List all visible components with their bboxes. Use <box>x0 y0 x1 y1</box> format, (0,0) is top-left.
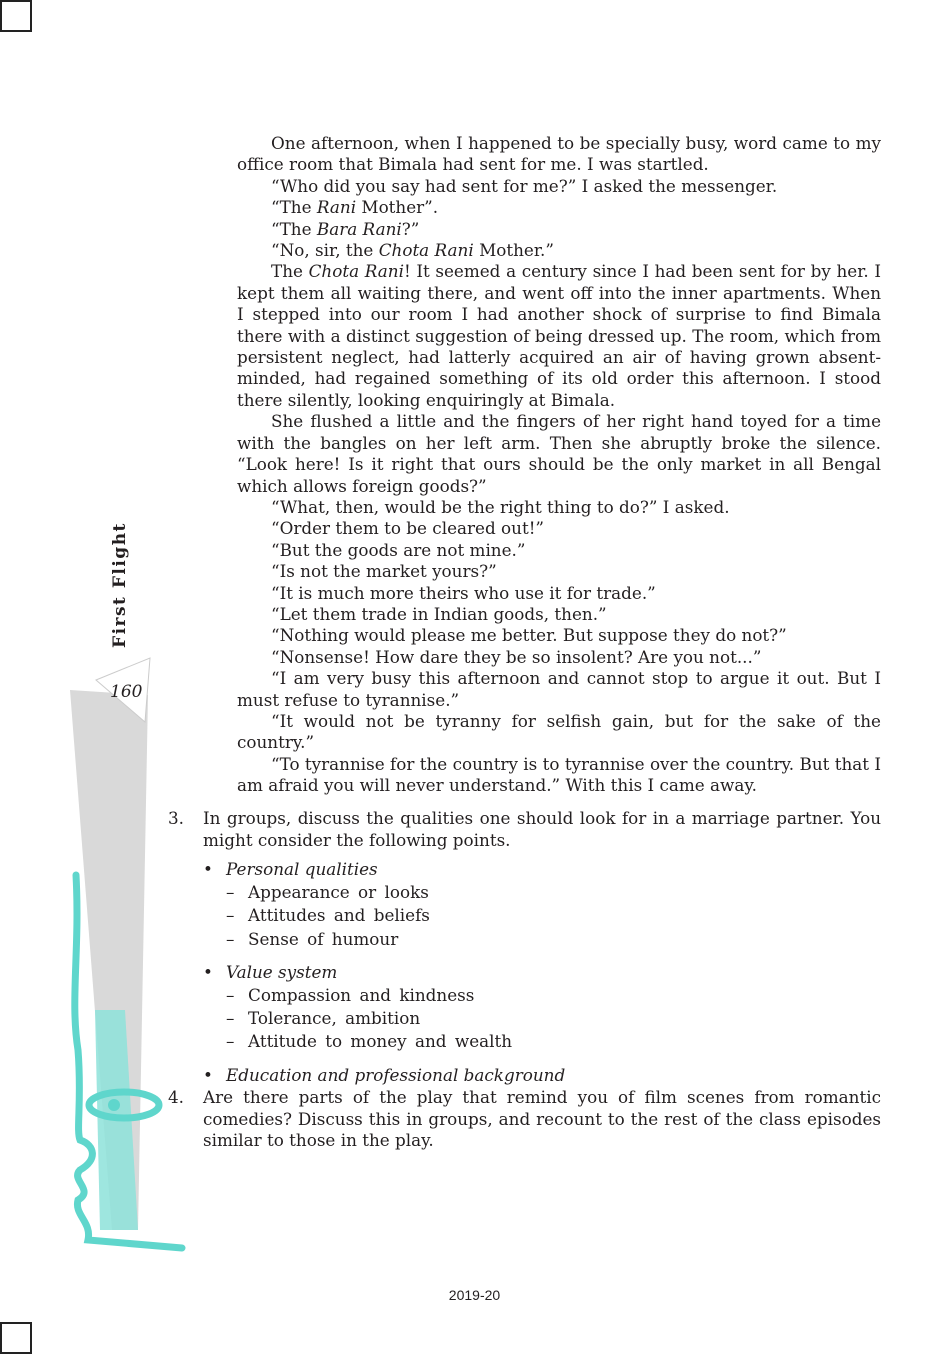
bullet-heading-text: Value system <box>226 961 338 982</box>
sub-item <box>201 928 701 951</box>
italic-text: Bara Rani <box>316 218 402 239</box>
sub-item-text: Compassion and kindness <box>248 984 475 1005</box>
text-run: “The <box>271 197 317 218</box>
paragraph <box>237 647 881 668</box>
eye-pupil <box>108 1099 120 1111</box>
bullet-group <box>201 858 701 951</box>
text-run: One afternoon, when I happened to be specially busy, word came to my office room that Bimala had sent for me. I was startled. <box>237 133 881 175</box>
bullet-heading <box>201 1064 701 1087</box>
text-run: “Nothing would please me better. But suppose they do not?” <box>271 625 787 646</box>
text-run: “Let them trade in Indian goods, then.” <box>271 603 607 624</box>
sub-item-text: Attitude to money and wealth <box>248 1031 513 1052</box>
sub-item-text: Tolerance, ambition <box>248 1008 421 1029</box>
bullet-dot: • <box>203 859 213 879</box>
text-run: “No, sir, the <box>271 240 379 261</box>
paragraph <box>237 197 881 218</box>
paragraph <box>237 261 881 411</box>
italic-text: Chota Rani <box>378 240 474 261</box>
question-number: 4. <box>168 1087 185 1107</box>
sub-item <box>201 904 701 927</box>
bullet-heading <box>201 858 701 881</box>
sub-item <box>201 1007 701 1030</box>
text-run: The <box>271 261 309 282</box>
bullet-heading-text: Personal qualities <box>226 859 378 879</box>
text-run: “Order them to be cleared out!” <box>271 518 545 539</box>
text-run: She flushed a little and the fingers of her right hand toyed for a time with the bangles on her left arm. Then she abruptly broke the silence. “Look here! Is it right that ours should be the only market in all Bengal which allows foreign goods?” <box>237 411 881 496</box>
paragraph <box>237 518 881 539</box>
sub-item <box>201 1030 701 1053</box>
sub-item-text: Appearance or looks <box>248 882 429 902</box>
text-run: “The <box>271 218 317 239</box>
question-3 <box>168 808 881 851</box>
sub-item-text: Sense of humour <box>248 928 399 949</box>
paragraph <box>237 497 881 518</box>
play-excerpt <box>237 133 881 797</box>
paragraph <box>237 583 881 604</box>
text-run: Mother”. <box>356 197 439 218</box>
bullet-heading <box>201 961 701 984</box>
bullet-group <box>201 961 701 1054</box>
footer-year: 2019-20 <box>448 1287 501 1303</box>
question-4 <box>168 1087 881 1152</box>
paragraph <box>237 625 881 646</box>
sub-item-dash: – <box>226 1008 235 1029</box>
text-run: “I am very busy this afternoon and cannot stop to argue it out. But I must refuse to tyrannise.” <box>237 668 881 710</box>
bullet-heading-text: Education and professional background <box>226 1064 566 1085</box>
text-run: “But the goods are not mine.” <box>271 539 526 560</box>
paragraph <box>237 133 881 176</box>
paragraph <box>237 411 881 497</box>
discussion-points <box>201 858 701 1097</box>
sub-item-dash: – <box>226 905 235 926</box>
paragraph <box>237 561 881 582</box>
bullet-group <box>201 1064 701 1087</box>
text-run: ! It seemed a century since I had been sent for by her. I kept them all waiting there, and went off into the inner apartments. When I stepped into our room I had another shock of surprise to find Bimala there with a distinct suggestion of being dressed up. The room, which from persistent neglect, had latterly acquired an air of having grown absent-minded, had regained something of its old order this afternoon. I stood there silently, looking enquiringly at Bimala. <box>237 261 881 410</box>
paragraph <box>237 540 881 561</box>
question-number: 3. <box>168 808 185 828</box>
paragraph <box>237 711 881 754</box>
sub-item-dash: – <box>226 928 235 949</box>
sub-item-dash: – <box>226 1031 235 1052</box>
paragraph <box>237 754 881 797</box>
text-run: Mother.” <box>473 240 554 261</box>
paragraph <box>237 668 881 711</box>
italic-text: Chota Rani <box>308 261 404 282</box>
bullet-dot: • <box>203 1064 213 1085</box>
text-run: “What, then, would be the right thing to do?” I asked. <box>271 496 730 517</box>
question-text: Are there parts of the play that remind you of film scenes from romantic comedies? Discuss this in groups, and recount to the rest of the class episodes similar to those in the play. <box>203 1087 881 1151</box>
sub-item <box>201 984 701 1007</box>
text-run: “To tyrannise for the country is to tyrannise over the country. But that I am afraid you will never understand.” With this I came away. <box>237 753 881 796</box>
paragraph <box>237 219 881 240</box>
paragraph <box>237 176 881 197</box>
text-run: “It is much more theirs who use it for trade.” <box>271 582 656 603</box>
text-run: “Is not the market yours?” <box>271 561 497 582</box>
italic-text: Rani <box>316 197 357 218</box>
sub-item-text: Attitudes and beliefs <box>248 905 430 926</box>
question-text: In groups, discuss the qualities one should look for in a marriage partner. You might consider the following points. <box>203 808 881 850</box>
book-title-vertical: First Flight <box>110 522 130 648</box>
sub-item <box>201 881 701 904</box>
paragraph <box>237 240 881 261</box>
page-number: 160 <box>110 682 143 702</box>
text-run: “Nonsense! How dare they be so insolent? Are you not...” <box>271 646 762 667</box>
sub-item-dash: – <box>226 882 235 902</box>
sub-item-dash: – <box>226 984 235 1005</box>
paragraph <box>237 604 881 625</box>
text-run: ?” <box>401 218 420 239</box>
text-run: “Who did you say had sent for me?” I asked the messenger. <box>271 175 778 196</box>
bullet-dot: • <box>203 961 213 982</box>
text-run: “It would not be tyranny for selfish gain, but for the sake of the country.” <box>237 710 881 753</box>
